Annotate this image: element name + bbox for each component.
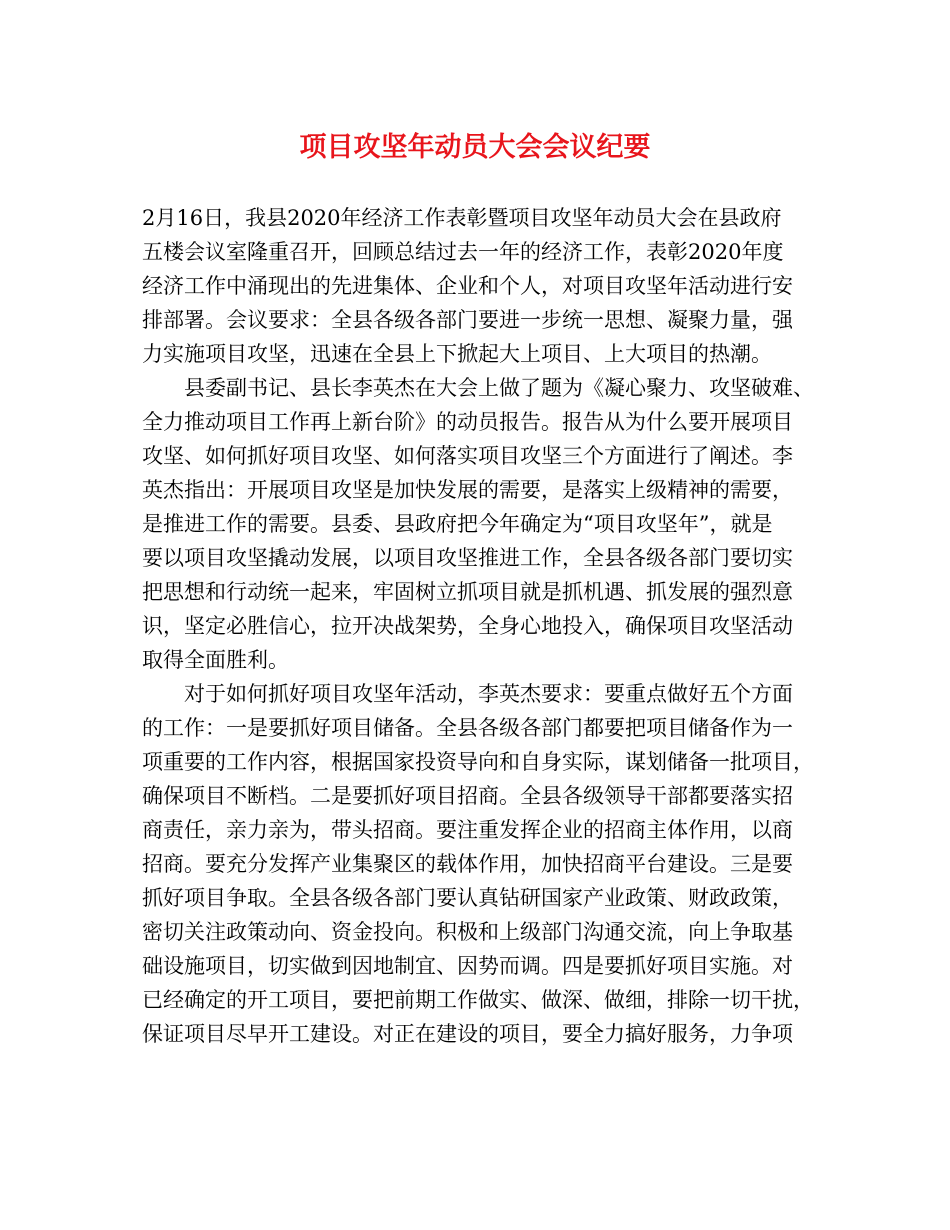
- text-line: 项重要的工作内容，根据国家投资导向和自身实际，谋划储备一批项目，: [142, 750, 814, 774]
- text-line: 招商。要充分发挥产业集聚区的载体作用，加快招商平台建设。三是要: [142, 852, 793, 876]
- text-line: 已经确定的开工项目，要把前期工作做实、做深、做细，排除一切干扰，: [142, 988, 814, 1012]
- text-line: 是推进工作的需要。县委、县政府把今年确定为“项目攻坚年”，就是: [142, 512, 773, 536]
- text-line: 保证项目尽早开工建设。对正在建设的项目，要全力搞好服务，力争项: [142, 1022, 793, 1046]
- text-line: 础设施项目，切实做到因地制宜、因势而调。四是要抓好项目实施。对: [142, 954, 793, 978]
- paragraph-3: [142, 677, 820, 1051]
- document-title: 项目攻坚年动员大会会议纪要: [299, 132, 651, 163]
- text-line: 排部署。会议要求：全县各级各部门要进一步统一思想、凝聚力量，强: [142, 308, 793, 332]
- text-line: 五楼会议室隆重召开，回顾总结过去一年的经济工作，表彰2020年度: [142, 240, 784, 264]
- document-body: [142, 201, 820, 1051]
- text-line: 攻坚、如何抓好项目攻坚、如何落实项目攻坚三个方面进行了阐述。李: [142, 444, 793, 468]
- paragraph-2: [142, 371, 820, 677]
- text-line: 密切关注政策动向、资金投向。积极和上级部门沟通交流，向上争取基: [142, 920, 793, 944]
- text-line: 要以项目攻坚撬动发展，以项目攻坚推进工作，全县各级各部门要切实: [142, 546, 793, 570]
- text-line: 2月16日，我县2020年经济工作表彰暨项目攻坚年动员大会在县政府: [142, 206, 782, 230]
- text-line: 的工作：一是要抓好项目储备。全县各级各部门都要把项目储备作为一: [142, 716, 793, 740]
- text-line: 全力推动项目工作再上新台阶》的动员报告。报告从为什么要开展项目: [142, 410, 793, 434]
- text-line: 对于如何抓好项目攻坚年活动，李英杰要求：要重点做好五个方面: [184, 682, 793, 706]
- text-line: 把思想和行动统一起来，牢固树立抓项目就是抓机遇、抓发展的强烈意: [142, 580, 793, 604]
- text-line: 识，坚定必胜信心，拉开决战架势，全身心地投入，确保项目攻坚活动: [142, 614, 793, 638]
- text-line: 县委副书记、县长李英杰在大会上做了题为《凝心聚力、攻坚破难、: [184, 376, 814, 400]
- text-line: 商责任，亲力亲为，带头招商。要注重发挥企业的招商主体作用，以商: [142, 818, 793, 842]
- text-line: 确保项目不断档。二是要抓好项目招商。全县各级领导干部都要落实招: [142, 784, 793, 808]
- text-line: 经济工作中涌现出的先进集体、企业和个人，对项目攻坚年活动进行安: [142, 274, 793, 298]
- text-line: 取得全面胜利。: [142, 648, 289, 672]
- text-line: 抓好项目争取。全县各级各部门要认真钻研国家产业政策、财政政策，: [142, 886, 793, 910]
- text-line: 英杰指出：开展项目攻坚是加快发展的需要，是落实上级精神的需要，: [142, 478, 793, 502]
- paragraph-1: [142, 201, 820, 371]
- text-line: 力实施项目攻坚，迅速在全县上下掀起大上项目、上大项目的热潮。: [142, 342, 772, 366]
